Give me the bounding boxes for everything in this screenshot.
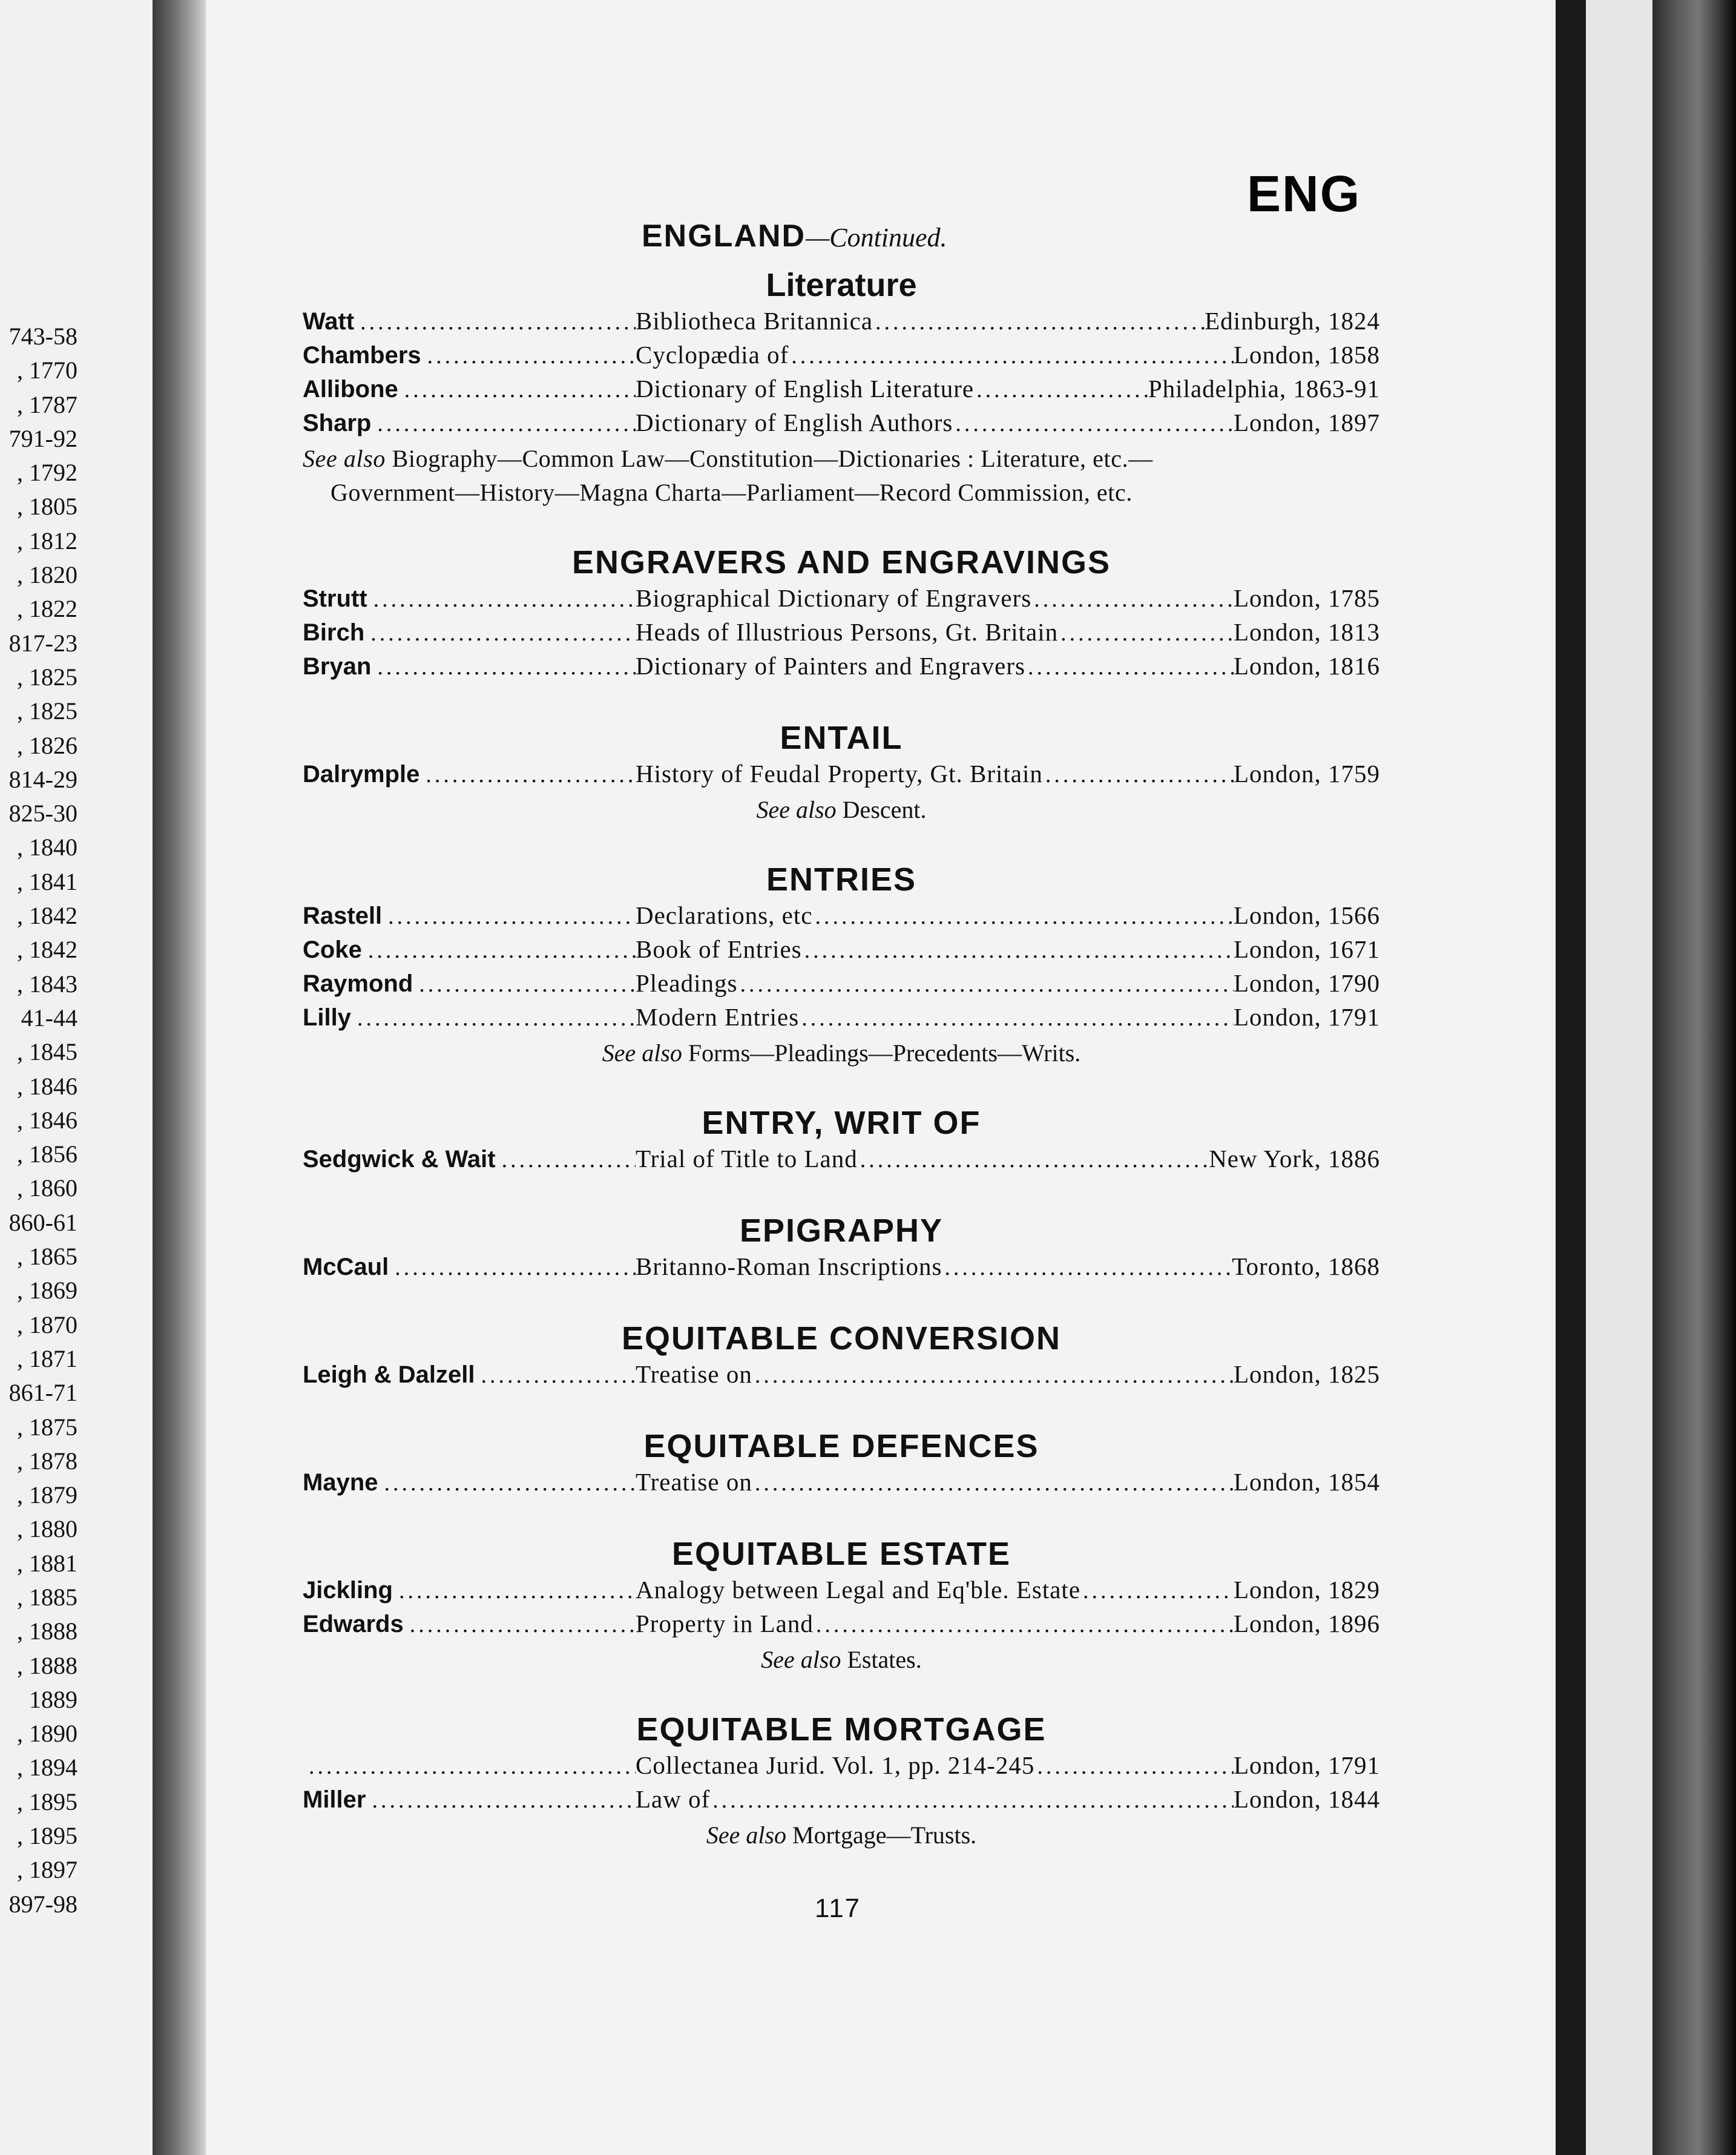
dot-leader bbox=[481, 1362, 636, 1389]
entry-author: McCaul bbox=[303, 1254, 389, 1280]
entry-place-year: London, 1813 bbox=[1233, 618, 1380, 646]
facing-page-year: , 1843 bbox=[17, 970, 77, 998]
section-title: ENTRIES bbox=[766, 861, 917, 898]
see-also-text: Biography—Common Law—Constitution—Dictionaries : Literature, etc.— bbox=[392, 445, 1153, 472]
entry-title-cell bbox=[636, 901, 1234, 930]
facing-page-year: , 1881 bbox=[17, 1549, 77, 1577]
facing-page-year: , 1869 bbox=[17, 1277, 77, 1305]
entry-author: Jickling bbox=[303, 1577, 393, 1604]
dot-leader bbox=[426, 762, 636, 788]
entry-title-cell bbox=[636, 1144, 1209, 1173]
entry-title: Heads of Illustrious Persons, Gt. Britain bbox=[636, 618, 1059, 646]
facing-page-year: , 1894 bbox=[17, 1754, 77, 1782]
entry-title-cell bbox=[636, 759, 1234, 788]
see-also-reference bbox=[303, 1818, 1380, 1852]
entry-place-year: London, 1671 bbox=[1233, 935, 1380, 963]
bibliography-entry bbox=[303, 1751, 1380, 1785]
dot-leader bbox=[427, 343, 636, 369]
facing-page-year: , 1842 bbox=[17, 902, 77, 930]
facing-page-year: 860-61 bbox=[8, 1208, 77, 1236]
entry-author-cell bbox=[303, 936, 636, 964]
entry-title: Biographical Dictionary of Engravers bbox=[636, 584, 1032, 612]
entry-author-cell bbox=[303, 1146, 636, 1173]
entry-place-year: Toronto, 1868 bbox=[1232, 1252, 1380, 1280]
entry-title: Law of bbox=[636, 1785, 711, 1813]
facing-page-year: , 1822 bbox=[17, 595, 77, 623]
dot-leader bbox=[860, 1147, 1209, 1173]
entry-list bbox=[303, 1144, 1380, 1178]
bibliography-entry bbox=[303, 1360, 1380, 1393]
facing-page-year: , 1895 bbox=[17, 1822, 77, 1850]
entry-author: Miller bbox=[303, 1786, 366, 1813]
section-title: ENGRAVERS AND ENGRAVINGS bbox=[571, 544, 1111, 581]
entry-author-cell bbox=[303, 1361, 636, 1389]
facing-page-year: , 1885 bbox=[17, 1583, 77, 1611]
entry-title-cell bbox=[636, 306, 1205, 335]
dot-leader bbox=[370, 620, 636, 646]
see-also-label: See also bbox=[756, 796, 837, 823]
facing-page-year: , 1878 bbox=[17, 1447, 77, 1475]
bibliography-entry bbox=[303, 584, 1380, 617]
entry-title: Treatise on bbox=[636, 1468, 752, 1496]
section-title: EQUITABLE ESTATE bbox=[671, 1536, 1011, 1572]
section-equitable-defences bbox=[303, 1425, 1380, 1501]
dot-leader bbox=[388, 903, 636, 930]
entry-author-cell bbox=[303, 970, 636, 998]
dot-leader bbox=[384, 1470, 636, 1496]
bibliography-entry bbox=[303, 1467, 1380, 1501]
entry-author: Coke bbox=[303, 936, 362, 963]
facing-page-year: , 1888 bbox=[17, 1651, 77, 1679]
bibliography-entry bbox=[303, 340, 1380, 374]
facing-page-year: , 1875 bbox=[17, 1413, 77, 1441]
dot-leader bbox=[368, 937, 636, 964]
entry-title-cell bbox=[636, 584, 1234, 613]
see-also-label: See also bbox=[706, 1821, 787, 1849]
bibliography-entry bbox=[303, 1785, 1380, 1818]
entry-title: Cyclopædia of bbox=[636, 341, 789, 369]
section-equitable-estate bbox=[303, 1533, 1380, 1677]
dot-leader bbox=[1034, 586, 1234, 613]
entry-author: Leigh & Dalzell bbox=[303, 1361, 475, 1388]
see-also-text: Estates. bbox=[847, 1646, 922, 1673]
dot-leader bbox=[1037, 1753, 1234, 1780]
entry-author-cell bbox=[303, 653, 636, 680]
bibliography-entry bbox=[303, 408, 1380, 442]
entry-title: Pleadings bbox=[636, 969, 738, 997]
running-heading-title: ENGLAND bbox=[642, 219, 806, 254]
facing-page-year: , 1805 bbox=[17, 493, 77, 521]
see-also-label: See also bbox=[602, 1039, 682, 1067]
entry-author-cell bbox=[303, 585, 636, 613]
entry-list bbox=[303, 306, 1380, 442]
facing-page-year: 743-58 bbox=[8, 323, 77, 350]
facing-page-year: , 1792 bbox=[17, 459, 77, 487]
facing-page-year: , 1846 bbox=[17, 1106, 77, 1134]
section-title: Literature bbox=[766, 267, 917, 303]
entry-author: Sharp bbox=[303, 410, 372, 436]
dot-leader bbox=[804, 937, 1234, 964]
facing-page-year: 861-71 bbox=[8, 1379, 77, 1407]
entry-list bbox=[303, 1252, 1380, 1286]
dot-leader bbox=[712, 1787, 1234, 1814]
entry-title-cell bbox=[636, 1252, 1232, 1281]
book-edge bbox=[1652, 0, 1736, 2155]
entry-title: Modern Entries bbox=[636, 1003, 800, 1031]
entry-author-cell bbox=[303, 1254, 636, 1281]
entry-title-cell bbox=[636, 1575, 1234, 1604]
entry-title: History of Feudal Property, Gt. Britain bbox=[636, 760, 1043, 788]
entry-author: Watt bbox=[303, 308, 355, 335]
see-also-text-continued: Government—History—Magna Charta—Parliament—Record Commission, etc. bbox=[330, 479, 1133, 506]
facing-page-year: , 1770 bbox=[17, 357, 77, 384]
dot-leader bbox=[372, 1787, 636, 1814]
dot-leader bbox=[502, 1147, 636, 1173]
entry-author: Sedgwick & Wait bbox=[303, 1146, 496, 1173]
entry-author: Allibone bbox=[303, 376, 398, 403]
entry-title-cell bbox=[636, 1467, 1234, 1496]
section-title: EPIGRAPHY bbox=[739, 1212, 944, 1249]
entry-author-cell bbox=[303, 1577, 636, 1604]
section-title: EQUITABLE MORTGAGE bbox=[636, 1711, 1047, 1748]
dot-leader bbox=[1060, 620, 1234, 646]
entry-author-cell bbox=[303, 376, 636, 403]
entry-author: Raymond bbox=[303, 970, 413, 997]
entry-author: Mayne bbox=[303, 1469, 378, 1496]
running-heading bbox=[642, 218, 947, 254]
section-equitable-conversion bbox=[303, 1317, 1380, 1393]
bibliography-entry bbox=[303, 759, 1380, 793]
section-entail bbox=[303, 717, 1380, 827]
section-entry-writ-of bbox=[303, 1102, 1380, 1178]
dot-leader bbox=[399, 1578, 636, 1604]
dot-leader bbox=[955, 410, 1234, 437]
entry-list bbox=[303, 1751, 1380, 1818]
entry-author-cell bbox=[303, 619, 636, 646]
bibliography-entry bbox=[303, 1575, 1380, 1609]
bibliography-entry bbox=[303, 306, 1380, 340]
dot-leader bbox=[373, 586, 636, 613]
entry-title-cell bbox=[636, 1785, 1234, 1814]
dot-leader bbox=[816, 1611, 1234, 1638]
dot-leader bbox=[815, 903, 1233, 930]
dot-leader bbox=[419, 971, 636, 998]
dot-leader bbox=[357, 1005, 636, 1031]
entry-title-cell bbox=[636, 1609, 1234, 1638]
entry-title: Book of Entries bbox=[636, 935, 802, 963]
entry-list bbox=[303, 584, 1380, 685]
entry-title: Dictionary of Painters and Engravers bbox=[636, 652, 1025, 680]
entry-title-cell bbox=[636, 1360, 1234, 1389]
bibliography-entry bbox=[303, 1002, 1380, 1036]
entry-author-cell bbox=[303, 1786, 636, 1814]
page-edge-strip bbox=[1586, 0, 1652, 2155]
bibliography-entry bbox=[303, 901, 1380, 935]
entry-title: Dictionary of English Authors bbox=[636, 409, 953, 436]
entry-title: Property in Land bbox=[636, 1610, 814, 1637]
entry-list bbox=[303, 1575, 1380, 1643]
entry-title-cell bbox=[636, 1002, 1234, 1031]
see-also-label: See also bbox=[303, 445, 386, 472]
bibliography-entry bbox=[303, 374, 1380, 408]
entry-author: Lilly bbox=[303, 1004, 352, 1031]
facing-page-year: , 1880 bbox=[17, 1515, 77, 1543]
facing-page-year: , 1856 bbox=[17, 1140, 77, 1168]
entry-author: Strutt bbox=[303, 585, 367, 612]
see-also-reference bbox=[303, 1036, 1380, 1070]
entry-author: Dalrymple bbox=[303, 761, 420, 788]
dot-leader bbox=[404, 377, 636, 403]
entry-author-cell bbox=[303, 308, 636, 335]
entry-place-year: London, 1791 bbox=[1233, 1003, 1380, 1031]
dot-leader bbox=[1083, 1578, 1234, 1604]
dot-leader bbox=[976, 377, 1148, 403]
facing-page-year: , 1879 bbox=[17, 1481, 77, 1509]
entry-title: Dictionary of English Literature bbox=[636, 375, 975, 403]
dot-leader bbox=[740, 971, 1234, 998]
see-also-reference bbox=[303, 1643, 1380, 1677]
section-title: ENTAIL bbox=[780, 720, 903, 756]
section-literature bbox=[303, 264, 1380, 510]
bibliography-entry bbox=[303, 969, 1380, 1002]
entry-title: Analogy between Legal and Eq'ble. Estate bbox=[636, 1576, 1081, 1604]
dot-leader bbox=[801, 1005, 1234, 1031]
dot-leader bbox=[377, 654, 636, 680]
bibliography-content bbox=[303, 264, 1380, 1852]
entry-author-cell bbox=[303, 410, 636, 437]
entry-place-year: London, 1858 bbox=[1233, 341, 1380, 369]
entry-list bbox=[303, 1360, 1380, 1393]
entry-place-year: London, 1896 bbox=[1233, 1610, 1380, 1637]
section-title: EQUITABLE CONVERSION bbox=[621, 1320, 1062, 1357]
entry-author-cell bbox=[303, 1004, 636, 1031]
entry-place-year: London, 1566 bbox=[1233, 901, 1380, 929]
entry-title: Britanno-Roman Inscriptions bbox=[636, 1252, 942, 1280]
thumb-index-tab: ENG bbox=[1247, 165, 1361, 222]
facing-page-year: , 1842 bbox=[17, 936, 77, 964]
entry-place-year: London, 1854 bbox=[1233, 1468, 1380, 1496]
facing-page-year: 825-30 bbox=[8, 800, 77, 827]
entry-author: Bryan bbox=[303, 653, 372, 680]
entry-author-cell bbox=[303, 1469, 636, 1496]
entry-title-cell bbox=[636, 408, 1234, 437]
dot-leader bbox=[395, 1254, 636, 1281]
section-title: ENTRY, WRIT OF bbox=[702, 1105, 981, 1141]
entry-title: Declarations, etc bbox=[636, 901, 813, 929]
facing-page-year: , 1897 bbox=[17, 1856, 77, 1884]
facing-page-year: , 1865 bbox=[17, 1243, 77, 1271]
facing-page-year: , 1895 bbox=[17, 1788, 77, 1815]
entry-place-year: London, 1844 bbox=[1233, 1785, 1380, 1813]
entry-title: Collectanea Jurid. Vol. 1, pp. 214-245 bbox=[636, 1751, 1035, 1779]
facing-page-year: , 1890 bbox=[17, 1720, 77, 1748]
section-engravers-and-engravings bbox=[303, 541, 1380, 685]
facing-page-year: , 1812 bbox=[17, 527, 77, 554]
entry-place-year: London, 1759 bbox=[1233, 760, 1380, 788]
entry-author: Edwards bbox=[303, 1611, 404, 1637]
entry-place-year: Edinburgh, 1824 bbox=[1205, 307, 1380, 335]
entry-place-year: New York, 1886 bbox=[1209, 1145, 1380, 1173]
entry-place-year: London, 1791 bbox=[1233, 1751, 1380, 1779]
facing-page-year: 814-29 bbox=[8, 765, 77, 793]
dot-leader bbox=[1028, 654, 1234, 680]
entry-title-cell bbox=[636, 340, 1234, 369]
facing-page-year: , 1888 bbox=[17, 1617, 77, 1645]
entry-author-cell bbox=[303, 342, 636, 369]
entry-author-cell bbox=[303, 1611, 636, 1638]
dot-leader bbox=[755, 1362, 1234, 1389]
facing-page-year: 791-92 bbox=[8, 424, 77, 452]
entry-list bbox=[303, 1467, 1380, 1501]
dot-leader bbox=[875, 309, 1205, 335]
dot-leader bbox=[360, 309, 636, 335]
facing-page-year: , 1825 bbox=[17, 697, 77, 725]
entry-list bbox=[303, 759, 1380, 793]
entry-title-cell bbox=[636, 374, 1148, 403]
entry-author-cell bbox=[303, 903, 636, 930]
dot-leader bbox=[309, 1753, 636, 1780]
entry-place-year: London, 1790 bbox=[1233, 969, 1380, 997]
entry-place-year: London, 1816 bbox=[1233, 652, 1380, 680]
facing-page-year: , 1825 bbox=[17, 663, 77, 691]
section-epigraphy bbox=[303, 1209, 1380, 1286]
facing-page-year: 1889 bbox=[29, 1685, 77, 1713]
see-also-text: Mortgage—Trusts. bbox=[792, 1821, 977, 1849]
section-title: EQUITABLE DEFENCES bbox=[643, 1428, 1039, 1464]
section-entries bbox=[303, 858, 1380, 1070]
facing-page-year: , 1820 bbox=[17, 561, 77, 589]
see-also-label: See also bbox=[761, 1646, 841, 1673]
running-heading-suffix: —Continued. bbox=[806, 223, 947, 252]
page-number: 117 bbox=[815, 1893, 861, 1923]
page-edge-dark bbox=[1556, 0, 1586, 2155]
entry-place-year: London, 1785 bbox=[1233, 584, 1380, 612]
facing-page-year: , 1845 bbox=[17, 1038, 77, 1066]
facing-page-year: , 1840 bbox=[17, 834, 77, 861]
entry-place-year: Philadelphia, 1863-91 bbox=[1148, 375, 1380, 403]
dot-leader bbox=[791, 343, 1234, 369]
facing-page-year: , 1841 bbox=[17, 867, 77, 895]
entry-place-year: London, 1897 bbox=[1233, 409, 1380, 436]
dot-leader bbox=[755, 1470, 1234, 1496]
facing-page-year: , 1787 bbox=[17, 390, 77, 418]
entry-author-cell bbox=[303, 761, 636, 788]
see-also-reference bbox=[303, 442, 1380, 510]
entry-title: Trial of Title to Land bbox=[636, 1145, 858, 1173]
facing-page-year: , 1870 bbox=[17, 1311, 77, 1338]
facing-page-year: , 1871 bbox=[17, 1344, 77, 1372]
facing-page-year: 817-23 bbox=[8, 629, 77, 657]
see-also-text: Forms—Pleadings—Precedents—Writs. bbox=[688, 1039, 1081, 1067]
bibliography-entry bbox=[303, 1252, 1380, 1286]
entry-author: Birch bbox=[303, 619, 365, 646]
section-equitable-mortgage bbox=[303, 1708, 1380, 1852]
facing-page-year: 897-98 bbox=[8, 1890, 77, 1918]
entry-title-cell bbox=[636, 969, 1234, 998]
entry-place-year: London, 1829 bbox=[1233, 1576, 1380, 1604]
entry-author: Chambers bbox=[303, 342, 421, 369]
entry-author-cell bbox=[303, 1753, 636, 1780]
bibliography-entry bbox=[303, 1609, 1380, 1643]
entry-title-cell bbox=[636, 1751, 1234, 1780]
facing-page-year: 41-44 bbox=[21, 1004, 77, 1031]
bibliography-entry bbox=[303, 1144, 1380, 1178]
entry-title-cell bbox=[636, 935, 1234, 964]
dot-leader bbox=[944, 1254, 1232, 1281]
bibliography-entry bbox=[303, 935, 1380, 969]
facing-page-year: , 1846 bbox=[17, 1072, 77, 1100]
entry-title-cell bbox=[636, 617, 1234, 646]
bibliography-entry bbox=[303, 617, 1380, 651]
facing-page-year: , 1860 bbox=[17, 1174, 77, 1202]
see-also-text: Descent. bbox=[842, 796, 927, 823]
bibliography-entry bbox=[303, 651, 1380, 685]
entry-title-cell bbox=[636, 651, 1234, 680]
facing-page-year-column bbox=[0, 320, 77, 1921]
see-also-reference bbox=[303, 793, 1380, 827]
entry-place-year: London, 1825 bbox=[1233, 1360, 1380, 1388]
facing-page-year: , 1826 bbox=[17, 731, 77, 759]
gutter-shadow bbox=[153, 0, 207, 2155]
dot-leader bbox=[1045, 762, 1234, 788]
entry-author: Rastell bbox=[303, 903, 383, 929]
entry-list bbox=[303, 901, 1380, 1036]
dot-leader bbox=[410, 1611, 636, 1638]
entry-title: Treatise on bbox=[636, 1360, 752, 1388]
entry-title: Bibliotheca Britannica bbox=[636, 307, 873, 335]
dot-leader bbox=[377, 410, 636, 437]
